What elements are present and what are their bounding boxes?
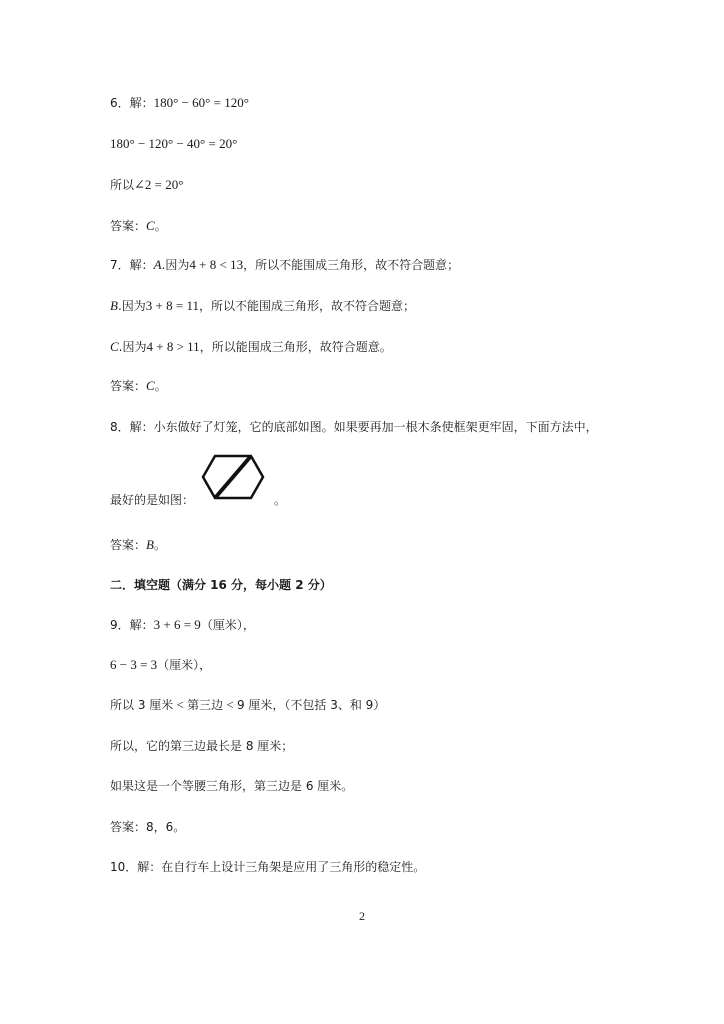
q9-line-3: 所以 3 厘米 < 第三边 < 9 厘米，（不包括 3、和 9） [110, 697, 386, 712]
q7-line-1: 7．解：A.因为4 + 8 < 13，所以不能围成三角形，故不符合题意； [110, 257, 460, 272]
q8-line-2: 最好的是如图： 。 [110, 493, 287, 507]
q6-line-1: 6．解：180° − 60° = 120° [110, 95, 249, 110]
q9-line-5: 如果这是一个等腰三角形，第三边是 6 厘米。 [110, 779, 354, 793]
section-heading: 二．填空题（满分 16 分，每小题 2 分） [110, 578, 332, 592]
q7-line-2: B.因为3 + 8 = 11，所以不能围成三角形，故不符合题意； [110, 298, 415, 313]
q6-line-3: 所以∠2 = 20° [110, 177, 184, 192]
q8-line-1: 8．解：小东做好了灯笼，它的底部如图。如果要再加一根木条使框架更牢固，下面方法中， [110, 420, 598, 434]
q9-answer: 答案：8，6。 [110, 820, 186, 834]
q9-line-2: 6 − 3 = 3（厘米）， [110, 657, 212, 672]
q6-line-2: 180° − 120° − 40° = 20° [110, 136, 238, 151]
q7-line-3: C.因为4 + 8 > 11，所以能围成三角形，故符合题意。 [110, 339, 392, 354]
q7-answer: 答案：C。 [110, 378, 167, 393]
q8-answer: 答案：B。 [110, 537, 166, 552]
page-number: 2 [359, 909, 365, 923]
q9-line-4: 所以，它的第三边最长是 8 厘米； [110, 739, 294, 753]
q9-line-1: 9．解：3 + 6 = 9（厘米）， [110, 617, 255, 632]
q10-line-1: 10．解：在自行车上设计三角架是应用了三角形的稳定性。 [110, 860, 426, 874]
q6-answer: 答案：C。 [110, 218, 167, 233]
